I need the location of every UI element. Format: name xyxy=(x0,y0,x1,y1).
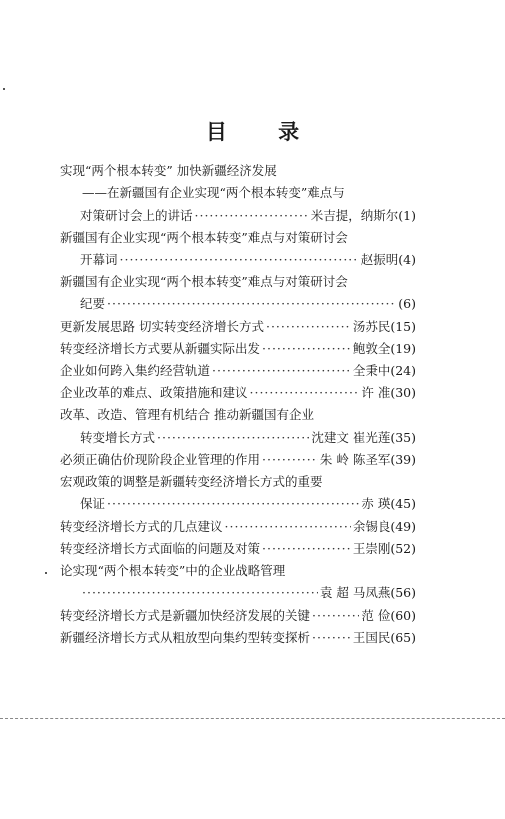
entry-title: 论实现“两个根本转变”中的企业战略管理 xyxy=(60,563,286,578)
entry-author: 沈建文 崔光莲 xyxy=(311,430,391,445)
entry-page: (24) xyxy=(390,363,416,378)
page-title: 目 录 xyxy=(205,119,322,144)
entry-title: 转变经济增长方式的几点建议 xyxy=(60,519,223,534)
entry-author: 王崇刚 xyxy=(352,541,391,556)
entry-author: 米吉提，纳斯尔 xyxy=(310,208,399,223)
leader-dots xyxy=(266,318,351,336)
toc-entry[interactable] xyxy=(60,473,416,491)
entry-page: (30) xyxy=(390,385,416,400)
toc-entry[interactable] xyxy=(80,251,416,269)
leader-dots xyxy=(312,629,351,647)
toc-entry[interactable] xyxy=(60,318,416,336)
entry-title: 对策研讨会上的讲话 xyxy=(80,208,193,223)
entry-page: (1) xyxy=(398,208,416,223)
entry-page: (65) xyxy=(390,630,416,645)
entry-title: 新疆国有企业实现“两个根本转变”难点与对策研讨会 xyxy=(60,274,348,289)
leader-dots xyxy=(82,584,318,602)
entry-title: 转变经济增长方式面临的问题及对策 xyxy=(60,541,261,556)
entry-title: 开幕词 xyxy=(80,252,118,267)
entry-title: 实现“两个根本转变” 加快新疆经济发展 xyxy=(60,163,277,178)
toc-entry[interactable] xyxy=(60,607,416,625)
entry-author: 袁 超 马凤燕 xyxy=(319,585,391,600)
entry-author: 鲍敦全 xyxy=(352,341,391,356)
entry-page: (52) xyxy=(390,541,416,556)
entry-title: 宏观政策的调整是新疆转变经济增长方式的重要 xyxy=(60,474,323,489)
page-bottom-rule xyxy=(0,718,505,719)
leader-dots xyxy=(250,384,360,402)
entry-title: 转变经济增长方式是新疆加快经济发展的关键 xyxy=(60,608,311,623)
entry-title: 转变经济增长方式要从新疆实际出发 xyxy=(60,341,261,356)
toc-entry[interactable] xyxy=(80,295,416,313)
toc-entry[interactable] xyxy=(60,384,416,402)
entry-author: 赤 瑛 xyxy=(361,496,391,511)
entry-title: 新疆国有企业实现“两个根本转变”难点与对策研讨会 xyxy=(60,230,348,245)
toc-entry[interactable] xyxy=(82,184,416,202)
entry-page: (45) xyxy=(390,496,416,511)
toc-entry[interactable] xyxy=(60,273,416,291)
toc-entry[interactable] xyxy=(60,362,416,380)
toc-entry[interactable] xyxy=(60,229,416,247)
entry-title: 必须正确估价现阶段企业管理的作用 xyxy=(60,452,261,467)
toc-entry[interactable] xyxy=(60,562,416,580)
entry-page: (56) xyxy=(390,585,416,600)
entry-title: 转变增长方式 xyxy=(80,430,156,445)
entry-page: (15) xyxy=(390,319,416,334)
entry-title: 企业如何跨入集约经营轨道 xyxy=(60,363,211,378)
entry-page: (6) xyxy=(398,296,416,311)
entry-title: 改革、改造、管理有机结合 推动新疆国有企业 xyxy=(60,407,314,422)
leader-dots xyxy=(107,495,359,513)
leader-dots xyxy=(262,451,318,469)
toc-entry[interactable] xyxy=(60,162,416,180)
entry-title: 企业改革的难点、政策措施和建议 xyxy=(60,385,248,400)
toc-entry[interactable] xyxy=(60,518,416,536)
entry-author: 赵振明 xyxy=(360,252,399,267)
entry-page: (35) xyxy=(390,430,416,445)
entry-author: 朱 岭 陈圣军 xyxy=(319,452,391,467)
leader-dots xyxy=(120,251,359,269)
leader-dots xyxy=(225,518,351,536)
leader-dots xyxy=(262,340,351,358)
entry-author: 范 俭 xyxy=(361,608,391,623)
entry-author: 许 准 xyxy=(361,385,391,400)
entry-page: (60) xyxy=(390,608,416,623)
entry-author: 全秉中 xyxy=(352,363,391,378)
entry-author: 汤苏民 xyxy=(352,319,391,334)
entry-page: (49) xyxy=(390,519,416,534)
toc-entry[interactable] xyxy=(80,495,416,513)
entry-title: ——在新疆国有企业实现“两个根本转变”难点与 xyxy=(82,185,345,200)
toc-entry[interactable] xyxy=(80,584,416,602)
toc-entry[interactable] xyxy=(60,629,416,647)
entry-title: 新疆经济增长方式从粗放型向集约型转变探析 xyxy=(60,630,311,645)
leader-dots xyxy=(107,295,396,313)
entry-page: (39) xyxy=(390,452,416,467)
entry-page: (19) xyxy=(390,341,416,356)
toc-entry[interactable] xyxy=(60,540,416,558)
leader-dots xyxy=(262,540,351,558)
toc-entry[interactable] xyxy=(60,406,416,424)
entry-title: 保证 xyxy=(80,496,106,511)
toc-entry[interactable] xyxy=(80,207,416,225)
entry-author: 余锡良 xyxy=(352,519,391,534)
leader-dots xyxy=(195,207,309,225)
entry-page: (4) xyxy=(398,252,416,267)
leader-dots xyxy=(312,607,359,625)
entry-author: 王国民 xyxy=(352,630,391,645)
leader-dots xyxy=(157,429,309,447)
toc-entry[interactable] xyxy=(80,429,416,447)
leader-dots xyxy=(212,362,351,380)
entry-title: 更新发展思路 切实转变经济增长方式 xyxy=(60,319,264,334)
toc-entry[interactable] xyxy=(60,340,416,358)
entry-title: 纪要 xyxy=(80,296,106,311)
toc-entry[interactable] xyxy=(60,451,416,469)
